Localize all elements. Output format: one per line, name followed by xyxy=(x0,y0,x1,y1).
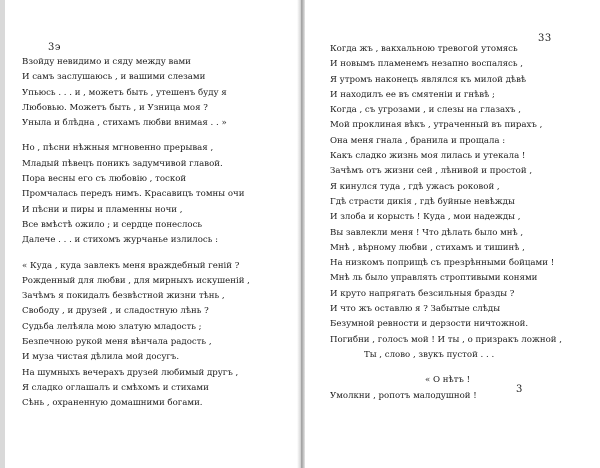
verse-line: Упьюсь . . . и , можетъ быть , утешенъ буду я xyxy=(22,87,227,98)
verse-line: Младый пѣвецъ поникъ задумчивой главой. xyxy=(22,158,223,169)
verse-line: Безпечною рукой меня вѣнчала радость , xyxy=(22,337,212,348)
verse-line-indented: Ты , слово , звукъ пустой . . . xyxy=(364,349,495,360)
left-page-number: 3э xyxy=(48,42,61,53)
verse-line: Мнѣ , вѣрному любви , стихамъ и тишинѣ , xyxy=(330,242,525,253)
verse-line: И самъ заслушаюсь , и вашими слезами xyxy=(22,72,206,83)
verse-line: Умолкни , ропотъ малодушной ! xyxy=(330,390,477,401)
verse-line: Безумной ревности и дерзости ничтожной. xyxy=(330,319,529,330)
verse-line: Сѣнь , охраненную домашними богами. xyxy=(22,398,203,409)
book-gutter xyxy=(297,0,305,468)
left-page xyxy=(8,0,296,468)
verse-line: Рожденный для любви , для мирныхъ искушенiй , xyxy=(22,275,250,286)
verse-line: Когда , съ угрозами , и слезы на глазахъ , xyxy=(330,105,521,116)
verse-line: И находилъ ее въ смятенiи и гнѣвѣ ; xyxy=(330,89,495,100)
verse-line: Свободу , и друзей , и сладостную лѣнь ? xyxy=(22,306,209,317)
verse-line: Любовью. Можетъ быть , и Узница моя ? xyxy=(22,102,208,113)
verse-line: И злоба и корысть ! Куда , мои надежды , xyxy=(330,212,521,223)
verse-line: Погибни , голосъ мой ! И ты , о призракъ ложной , xyxy=(330,334,562,345)
verse-line: Зачѣмъ отъ жизни сей , лѣнивой и простой , xyxy=(330,166,533,177)
verse-line: Она меня гнала , бранила и прощала : xyxy=(330,135,506,146)
right-page-number: 33 xyxy=(538,33,552,44)
verse-line: Гдѣ страсти дикiя , гдѣ буйные невѣжды xyxy=(330,196,515,207)
verse-line: « Куда , куда завлекъ меня враждебный генiй ? xyxy=(22,260,240,271)
verse-line: И новымъ пламенемъ незапно воспалясь , xyxy=(330,59,523,70)
verse-line: Мой проклиная вѣкъ , утраченный въ пирахъ , xyxy=(330,120,543,131)
verse-line: Я сладко оглашалъ и смѣхомъ и стихами xyxy=(22,382,209,393)
verse-line-indented: « О нѣтъ ! xyxy=(425,375,471,386)
verse-line: И что жъ оставлю я ? Забытые слѣды xyxy=(330,304,501,315)
verse-line: И муза чистая дѣлила мой досугъ. xyxy=(22,352,180,363)
signature-mark: 3 xyxy=(516,384,523,395)
verse-line: Когда жъ , вакхальною тревогой утомясь xyxy=(330,44,518,54)
verse-line: На низкомъ поприщѣ съ презрѣнными бойцами ! xyxy=(330,258,555,269)
verse-line: Промчалась передъ нимъ. Красавицъ томны очи xyxy=(22,189,245,200)
verse-line: Но , пѣсни нѣжныя мгновенно прерывая , xyxy=(22,143,214,154)
verse-line: Пора весны его съ любовiю , тоской xyxy=(22,174,187,185)
verse-line: Все вмѣстѣ ожило ; и сердце понеслось xyxy=(22,219,203,230)
verse-line: Далече . . . и стихомъ журчанье излилось : xyxy=(22,235,219,246)
verse-line: И пѣсни и пиры и пламенны ночи , xyxy=(22,204,183,215)
verse-line: Какъ сладко жизнь моя лилась и утекала ! xyxy=(330,151,526,162)
verse-line: Уныла и блѣдна , стихамъ любви внимая . . » xyxy=(22,118,227,129)
verse-line: Судьба лелѣяла мою златую младость ; xyxy=(22,321,202,332)
verse-line: На шумныхъ вечерахъ друзей любимый другъ , xyxy=(22,367,239,378)
verse-line: Вы завлекли меня ! Что дѣлать было мнѣ , xyxy=(330,227,524,238)
verse-line: Я утромъ наконецъ являлся къ милой дѣвѣ xyxy=(330,74,527,85)
verse-line: Мнѣ ль было управлять строптивыми конями xyxy=(330,273,538,284)
right-page-text xyxy=(330,42,562,404)
verse-line: Я кинулся туда , гдѣ ужасъ роковой , xyxy=(330,181,500,192)
page-edge xyxy=(0,0,5,468)
verse-line: И круто напрягать безсильныя бразды ? xyxy=(330,288,515,299)
right-page xyxy=(308,0,596,468)
verse-line: Взойду невидимо и сяду между вами xyxy=(22,57,191,67)
verse-line: Зачѣмъ я покидалъ безвѣстной жизни тѣнь , xyxy=(22,291,225,302)
left-page-text xyxy=(22,55,250,412)
